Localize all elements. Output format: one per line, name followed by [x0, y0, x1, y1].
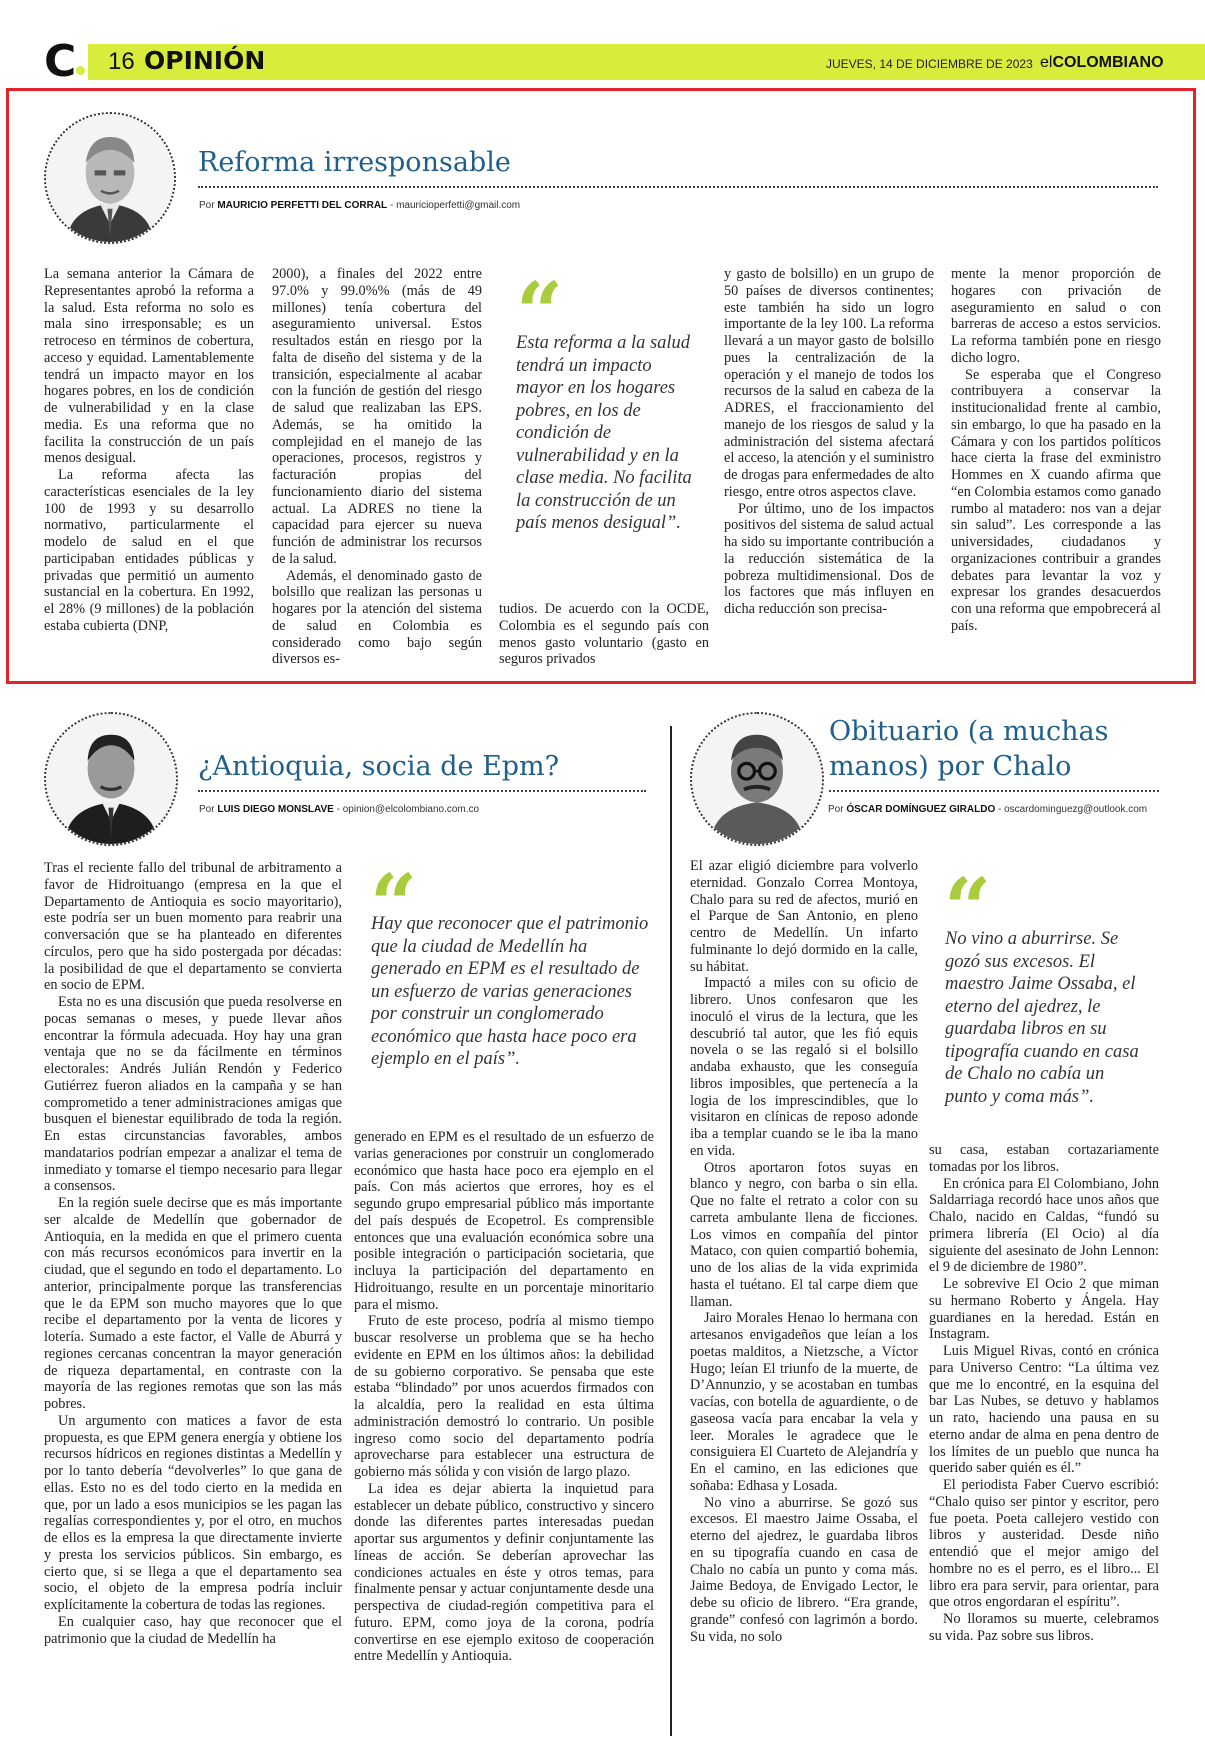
paragraph: Se esperaba que el Congreso contribuyera a conservar la institucionalidad frente al cambio, sin embargo, lo que ha pasado en la Cámara y con los partidos políticos hace cierta la frase del exministro Hommes en X cuando afirma que “en Colombia estamos como ganado rumbo al matadero: nos van a dejar sin salud”. Les corresponde a las universidades, ciudadanos y organizaciones contribuir a grandes debates para levantar la voz y expresar los grandes desacuerdos con una reforma que empobrecerá al país.: [951, 366, 1161, 634]
pull-quote: Esta reforma a la salud tendrá un impacto mayor en los hogares pobres, en los de condición de vulnerabilidad y en la clase media. No facilita la construcción de un país menos desigual”.: [516, 333, 692, 533]
author-name: MAURICIO PERFETTI DEL CORRAL: [217, 200, 388, 211]
article-column: [354, 1129, 654, 1665]
author-email: oscardominguezg@outlook.com: [1004, 804, 1148, 815]
paragraph: En la región suele decirse que es más importante ser alcalde de Medellín que gobernador de Antioquia, en la medida en que el primero cuenta con más recursos económicos para invertir en la ciudad, que el segundo en todo el departamento. Lo anterior, principalmente porque las transferencias que le da EPM son mucho mayores que lo que recibe el departamento por la venta de licores y lotería. Sumado a este factor, el Valle de Aburrá y regiones cercanas concentran la mayor generación de riqueza departamental, en contraste con la mayoría de las regiones remotas que son las más pobres.: [44, 1195, 342, 1412]
byline-prefix: Por: [199, 200, 215, 211]
paragraph: Otros aportaron fotos suyas en blanco y negro, con barba o sin ella. Que no falte el retrato a color con su carreta ambulante llena de ficciones. Los vimos en compañía del pintor Mataco, con quien compartió bohemia, uno de los alias de la vida exprimida hasta el tuétano. El tal carpe diem que llaman.: [690, 1159, 918, 1310]
article-title-reforma: Reforma irresponsable: [198, 147, 511, 178]
masthead-name: COLOMBIANO: [1052, 54, 1164, 71]
title-divider: [198, 790, 646, 792]
paragraph: y gasto de bolsillo) en un grupo de 50 países de diversos continentes; este también ha sido un logro importante de la ley 100. La reforma llevará a un mayor gasto de bolsillo pues la centralización de la operación y el manejo de todos los recursos de la salud en cabeza de la ADRES, el fraccionamiento del manejo de los riesgos de salud y la administración del sistema afectará el acceso, la atención y el suministro de drogas para enfermedades de alto riesgo, entre otros aspectos clave.: [724, 266, 935, 500]
paragraph: El azar eligió diciembre para volverlo eternidad. Gonzalo Correa Montoya, Chalo para su red de afectos, murió en el Parque de San Antonio, en pleno centro de Medellín. Un infarto fulminante lo dejó dormido en la calle, su hábitat.: [690, 858, 918, 975]
paragraph: La reforma afecta las características esenciales de la ley 100 de 1993 y su desarrollo normativo, particularmente el modelo de salud en el que participaban entidades públicas y privadas que permitió un aumento sustancial en la cobertura. En 1992, el 28% (9 millones) de la población estaba cubierta (DNP,: [44, 467, 254, 634]
title-divider: [829, 790, 1159, 792]
author-name: LUIS DIEGO MONSLAVE: [217, 804, 334, 815]
paragraph: Tras el reciente fallo del tribunal de arbitramento a favor de Hidroituango (empresa en la que el Departamento de Antioquia es socio mayoritario), este podría ser un buen momento para reabrir una conversación que se ha planteado en diferentes círculos, pero que ha sido postergada por décadas: la posibilidad de que el departamento se convierta en socio de EPM.: [44, 860, 342, 994]
publication-date: JUEVES, 14 DE DICIEMBRE DE 2023: [826, 57, 1033, 71]
byline-reforma: Por MAURICIO PERFETTI DEL CORRAL - mauricioperfetti@gmail.com: [199, 200, 521, 211]
paragraph: En crónica para El Colombiano, John Saldarriaga recordó hace unos años que Chalo, nacido en Caldas, “fundó su primera librería (El Ocio) al día siguiente del asesinato de John Lennon: el 9 de diciembre de 1980”.: [929, 1175, 1159, 1276]
quote-mark-icon: “: [944, 861, 992, 957]
byline-antioquia: Por LUIS DIEGO MONSLAVE - opinion@elcolombiano.com.co: [199, 804, 480, 815]
author-portrait-dominguez: [690, 712, 824, 846]
author-name: ÓSCAR DOMÍNGUEZ GIRALDO: [846, 804, 996, 815]
author-email: opinion@elcolombiano.com.co: [342, 804, 480, 815]
paragraph: generado en EPM es el resultado de un esfuerzo de varias generaciones por construir un conglomerado económico que hasta hace poco era ejemplo en el país. Con más aciertos que errores, hoy es el segundo grupo empresarial público más importante del país después de Ecopetrol. Es comprensible entonces que una evaluación económica sobre una posible integración o participación societaria, que incluya la participación del departamento en Hidroituango, resulte en un porcentaje minoritario para el mismo.: [354, 1129, 654, 1313]
paragraph: tudios. De acuerdo con la OCDE, Colombia es el segundo país con menos gasto voluntario (gasto en seguros privados: [499, 601, 709, 668]
paragraph: su casa, estaban cortazariamente tomadas por los libros.: [929, 1142, 1159, 1175]
article-column: [951, 266, 1161, 635]
pull-quote: Hay que reconocer que el patrimonio que la ciudad de Medellín ha generado en EPM es el resultado de un esfuerzo de varias generaciones por construir un conglomerado económico que hasta hace poco era ejemplo en el país”.: [371, 914, 649, 1069]
article-column: [929, 1142, 1159, 1645]
paragraph: Por último, uno de los impactos positivos del sistema de salud actual ha sido su importante contribución a la reducción sistemática de la pobreza multidimensional. Dos de los factores que más influyen en dicha reducción son precisa-: [724, 500, 934, 617]
paragraph: Luis Miguel Rivas, contó en crónica para Universo Centro: “La última vez que me lo encontré, en la esquina del bar Las Nubes, se detuvo y hablamos un rato, haciendo una pausa en su eterno andar de alma en pena dentro de los límites de un pueblo que nunca ha querido saber quién es él.”: [929, 1343, 1159, 1477]
author-portrait-perfetti: [44, 112, 176, 244]
paragraph: Un argumento con matices a favor de esta propuesta, es que EPM genera energía y obtiene los recursos hídricos en regiones distintas a Medellín y por lo tanto debería “devolverles” lo que gana de ellas. Esto no es del todo cierto en la medida en que, por un lado a esos municipios se les pagan las regalías correspondientes y, por el otro, en muchos de ellos es la empresa la que directamente invierte y presta los servicios públicos. Sin embargo, es cierto que, si se llega a que el departamento sea socio, el objeto de la empresa podría incluir explícitamente la cobertura de todas las regiones.: [44, 1412, 342, 1613]
article-column: [44, 266, 254, 635]
paragraph: El periodista Faber Cuervo escribió: “Chalo quiso ser pintor y escritor, pero fue poeta. Poeta callejero vestido con libros y austeridad. Desde niño entendió que el mejor amigo del hombre no es el perro, es el libro... El libro era para servir, para orientar, para que otros engordaran el espíritu”.: [929, 1477, 1159, 1611]
author-email: mauricioperfetti@gmail.com: [396, 200, 521, 211]
paragraph: No lloramos su muerte, celebramos su vida. Paz sobre sus libros.: [929, 1611, 1159, 1644]
byline-prefix: Por: [199, 804, 215, 815]
paragraph: La idea es dejar abierta la inquietud para establecer un debate público, constructivo y sincero donde las diferentes partes interesadas puedan aportar sus argumentos y definir conjuntamente las líneas de acción. Se deberían aprovechar las condiciones actuales en éste y otros temas, para finalmente pensar y actuar conjuntamente desde una perspectiva de ciudad-región competitiva para el futuro. EPM, como joya de la corona, podría convertirse en ese ejemplo exitoso de cooperación entre Medellín y Antioquia.: [354, 1480, 654, 1665]
title-divider: [198, 186, 1158, 188]
column-divider: [670, 726, 672, 1736]
paragraph: Le sobrevive El Ocio 2 que miman su hermano Roberto y Ángela. Hay guardianes en la heredad. Están en Instagram.: [929, 1276, 1159, 1343]
article-column: [499, 601, 709, 668]
pull-quote: No vino a aburrirse. Se gozó sus excesos. El maestro Jaime Ossaba, el eterno del ajedrez, le guardaba libros en su tipografía cuando en casa de Chalo no cabía un punto y coma más”.: [945, 929, 1139, 1107]
paragraph: La semana anterior la Cámara de Representantes aprobó la reforma a la salud. Esta reforma no solo es mala sino irresponsable; es un retroceso en términos de cobertura, acceso y equidad. Lamentablemente tendrá un impacto mayor en los hogares pobres, en los de condición de vulnerabilidad y en la clase media. Es una reforma que no facilita la construcción de un país menos desigual.: [44, 266, 254, 467]
title-line: Obituario (a muchas: [829, 716, 1109, 747]
paragraph: Esta no es una discusión que pueda resolverse en pocas semanas o meses, y puede llevar años encontrar la fórmula adecuada. Hoy hay una gran ventaja que no se da fácilmente en términos electorales: Andrés Julián Rendón y Federico Gutiérrez fueron aliados en la campaña y se han comprometido a tener administraciones amigas que busquen el bienestar equilibrado de toda la región. En estas circunstancias favorables, ambos mandatarios podrían empezar a analizar el tema de inmediato y tomarse el tiempo necesario para llegar a consensos.: [44, 994, 342, 1195]
quote-mark-icon: “: [370, 857, 418, 953]
byline-prefix: Por: [828, 804, 844, 815]
byline-obituario: Por ÓSCAR DOMÍNGUEZ GIRALDO - oscardominguezg@outlook.com: [828, 804, 1148, 815]
paragraph: En cualquier caso, hay que reconocer que el patrimonio que la ciudad de Medellín ha: [44, 1613, 342, 1647]
newspaper-logo: C: [44, 36, 77, 87]
page-number: 16: [108, 48, 135, 75]
paragraph: Además, el denominado gasto de bolsillo que realizan las personas u hogares por la atención del sistema de salud en Colombia es considerado como bajo según diversos es-: [272, 567, 482, 668]
paragraph: mente la menor proporción de hogares con privación de aseguramiento en salud o con barreras de acceso a estos servicios. La reforma también pone en riesgo dicho logro.: [951, 266, 1161, 366]
masthead-prefix: el: [1040, 54, 1053, 71]
paragraph: Fruto de este proceso, podría al mismo tiempo buscar resolverse un problema que se ha hecho evidente en EPM en los últimos años: la debilidad de su gobierno corporativo. Se pensaba que este estaba “blindado” por unos acuerdos firmados con la alcaldía, pero la realidad en esta última administración demostró lo contrario. Un posible ingreso como socio del departamento podría aprovecharse para establecer una estructura de gobierno más sólida y con visión de largo plazo.: [354, 1313, 654, 1480]
paragraph: No vino a aburrirse. Se gozó sus excesos. El maestro Jaime Ossaba, el eterno del ajedrez, le guardaba libros en su tipografía cuando en casa de Chalo no cabía un punto y coma más. Jaime Bedoya, de Envigado Lector, le debe su oficio de librero. “Era grande, grande” confesó con lagrimón a bordo. Su vida, no solo: [690, 1494, 918, 1645]
paragraph: Impactó a miles con su oficio de librero. Unos confesaron que les inoculó el virus de la lectura, que les descubrió tal autor, que les fió equis novela o se las regaló si el bolsillo andaba exhausto, que les conseguía libros imposibles, que pertenecía a la logia de los imprescindibles, que lo visitaron en clínicas de reposo adonde iba a templar cuando se le iba la mano en vida.: [690, 975, 918, 1159]
article-title-obituario: [829, 714, 1108, 784]
article-title-antioquia: ¿Antioquia, socia de Epm?: [198, 751, 560, 782]
title-line: manos) por Chalo: [829, 751, 1072, 782]
article-column: [690, 858, 918, 1645]
article-column: [44, 860, 342, 1647]
article-column: [272, 266, 482, 668]
quote-mark-icon: “: [516, 265, 564, 361]
logo-dot-icon: [76, 66, 85, 75]
author-portrait-monslave: [44, 712, 178, 846]
paragraph: Jairo Morales Henao lo hermana con artesanos envigadeños que leían a los poetas malditos, a Nietzsche, a Víctor Hugo; leían El triunfo de la muerte, de D’Annunzio, y se acostaban en tumbas vacías, con botella de aguardiente, o de gaseosa vacía para encabar la vela y leer. Morales le agradece que le consiguiera El Cuarteto de Alejandría y En el camino, en las ediciones que soñaba: Edhasa y Losada.: [690, 1310, 918, 1494]
section-title: OPINIÓN: [144, 46, 266, 75]
masthead: [1040, 53, 1164, 73]
article-column: [724, 266, 934, 618]
paragraph: 2000), a finales del 2022 entre 97.0% y 99.0%% (más de 49 millones) tenía cobertura del aseguramiento universal. Estos resultados están en riesgo por la falta de diseño del sistema y de la transición, especialmente al acabar con la función de gestión del riesgo de salud que realizaban las EPS. Además, se ha omitido la complejidad en el manejo de las operaciones, procesos, registros y facturación propias del funcionamiento diario del sistema actual. La ADRES no tiene la capacidad para ejercer su nueva función de administrar los recursos de la salud.: [272, 266, 482, 567]
